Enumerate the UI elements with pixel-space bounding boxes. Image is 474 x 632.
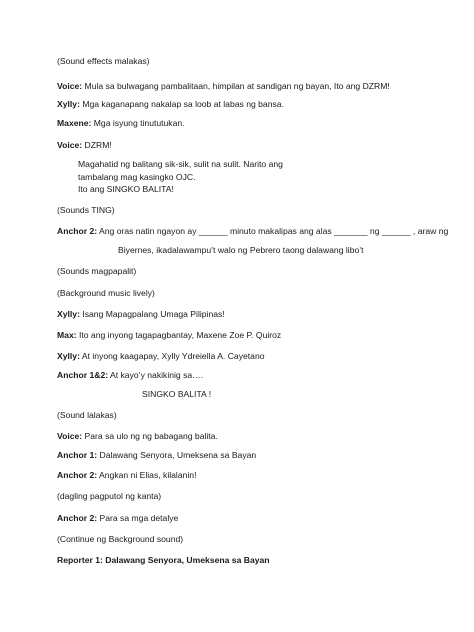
speaker: Reporter 1: xyxy=(57,555,103,565)
speaker: Anchor 2: xyxy=(57,226,98,236)
line-text: Para sa ulo ng ng babagang balita. xyxy=(82,431,218,441)
script-line xyxy=(57,226,448,237)
script-line xyxy=(57,81,390,92)
line-text: (Background music lively) xyxy=(57,288,155,298)
script-line xyxy=(57,410,117,421)
line-text: At kayo’y nakikinig sa…. xyxy=(108,370,204,380)
speaker: Xylly: xyxy=(57,309,80,319)
script-line xyxy=(57,118,185,129)
line-text: (Sound effects malakas) xyxy=(57,56,150,66)
script-line xyxy=(57,351,265,362)
speaker: Maxene: xyxy=(57,118,92,128)
script-line xyxy=(57,56,150,67)
line-text: Mga kaganapang nakalap sa loob at labas ng bansa. xyxy=(79,99,284,109)
script-line xyxy=(57,330,281,341)
line-text: Magahatid ng balitang sik-sik, sulit na sulit. Narito ang xyxy=(78,159,283,169)
script-line xyxy=(57,555,270,566)
script-line xyxy=(78,159,283,170)
line-text: SINGKO BALITA ! xyxy=(142,389,212,399)
line-text: Mula sa bulwagang pambalitaan, himpilan at sandigan ng bayan, Ito ang DZRM! xyxy=(82,81,390,91)
speaker: Voice: xyxy=(57,140,83,150)
line-text: (Sound lalakas) xyxy=(57,410,117,420)
line-text: Para sa mga detalye xyxy=(97,513,179,523)
line-text: Ang oras natin ngayon ay ______ minuto makalipas ang alas _______ ng ______ , araw ng xyxy=(97,226,449,236)
script-line xyxy=(57,450,256,461)
speaker: Anchor 1&2: xyxy=(57,370,109,380)
speaker: Xylly: xyxy=(57,351,80,361)
script-line xyxy=(57,431,218,442)
script-line xyxy=(57,309,225,320)
line-text: At inyong kaagapay, Xylly Ydreiella A. Cayetano xyxy=(79,351,265,361)
script-line xyxy=(118,245,364,256)
script-line xyxy=(57,205,115,216)
speaker: Xylly: xyxy=(57,99,80,109)
speaker: Max: xyxy=(57,330,77,340)
line-text: (Sounds TING) xyxy=(57,205,115,215)
speaker: Anchor 2: xyxy=(57,470,98,480)
script-line xyxy=(57,470,196,481)
script-line xyxy=(142,389,211,400)
line-text: (Sounds magpapalit) xyxy=(57,266,137,276)
line-text: (dagling pagputol ng kanta) xyxy=(57,491,162,501)
speaker: Voice: xyxy=(57,431,83,441)
script-line xyxy=(57,491,161,502)
script-line xyxy=(57,534,183,545)
script-line xyxy=(57,140,112,151)
line-text: Ito ang inyong tagapagbantay, Maxene Zoe P. Quiroz xyxy=(76,330,282,340)
line-text: Isang Mapagpalang Umaga Pilipinas! xyxy=(79,309,225,319)
line-text: (Continue ng Background sound) xyxy=(57,534,184,544)
line-text: Angkan ni Elias, kilalanin! xyxy=(97,470,197,480)
line-text: Mga isyung tinututukan. xyxy=(91,118,185,128)
line-text: tambalang mag kasingko OJC. xyxy=(78,172,196,182)
speaker: Anchor 2: xyxy=(57,513,98,523)
script-line xyxy=(57,288,155,299)
script-line xyxy=(57,266,136,277)
line-text: Dalawang Senyora, Umeksena sa Bayan xyxy=(97,450,257,460)
script-line xyxy=(57,99,284,110)
script-line xyxy=(78,172,196,183)
speaker: Voice: xyxy=(57,81,83,91)
speaker: Anchor 1: xyxy=(57,450,98,460)
line-text: DZRM! xyxy=(82,140,112,150)
line-text: Ito ang SINGKO BALITA! xyxy=(78,184,174,194)
line-text: Biyernes, ikadalawampu’t walo ng Pebrero taong dalawang libo’t xyxy=(118,245,364,255)
script-line xyxy=(57,370,203,381)
script-line xyxy=(78,184,174,195)
line-text: Dalawang Senyora, Umeksena sa Bayan xyxy=(102,555,270,565)
script-line xyxy=(57,513,178,524)
